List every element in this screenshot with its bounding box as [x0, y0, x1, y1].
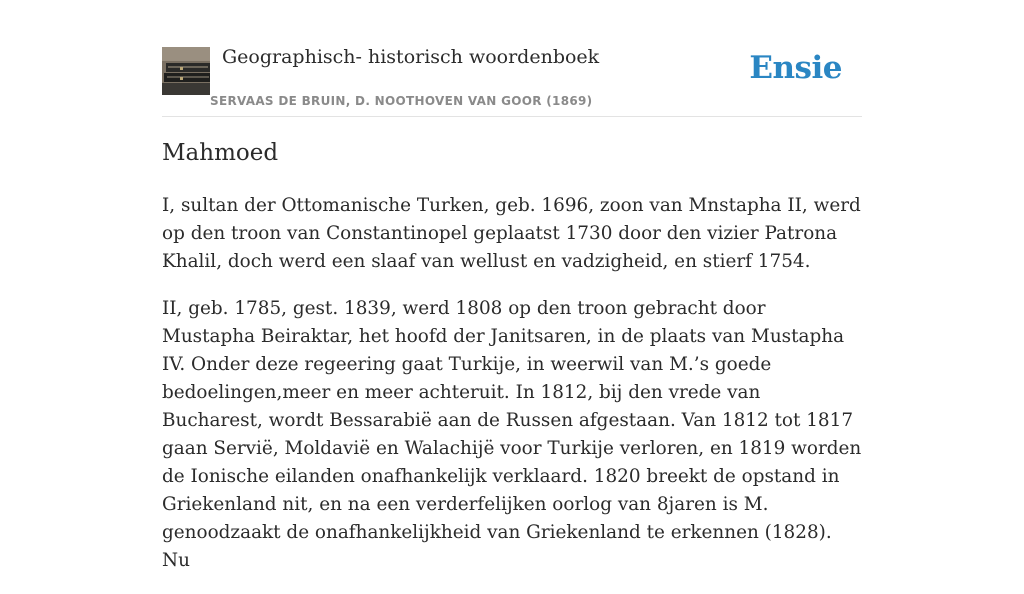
book-title[interactable]: Geographisch- historisch woordenboek: [222, 46, 600, 68]
book-cover-icon[interactable]: [162, 47, 210, 95]
book-header: [162, 40, 862, 117]
entry-title: Mahmoed: [162, 140, 279, 166]
entry-paragraph: I, sultan der Ottomanische Turken, geb. 1696, zoon van Mnstapha II, werd op den troon van Constantinopel geplaatst 1730 door den vizier Patrona Khalil, doch werd een slaaf van wellust en vadzigheid, en stierf 1754.: [162, 195, 861, 272]
ensie-logo-link[interactable]: Ensie: [749, 50, 842, 86]
entry-paragraph: II, geb. 1785, gest. 1839, werd 1808 op den troon gebracht door Mustapha Beiraktar, het hoofd der Janitsaren, in de plaats van Mustapha IV. Onder deze regeering gaat Turkije, in weerwil van M.’s goede bedoelingen,meer en meer achteruit. In 1812, bij den vrede van Bucharest, wordt Bessarabië aan de Russen afgestaan. Van 1812 tot 1817 gaan Servië, Moldavië en Walachijë voor Turkije verloren, en 1819 worden de Ionische eilanden onafhankelijk verklaard. 1820 breekt de opstand in Griekenland nit, en na een verderfelijken oorlog van 8jaren is M. genoodzaakt de onafhankelijkheid van Griekenland te erkennen (1828). Nu: [162, 298, 862, 571]
entry-body: [162, 192, 862, 594]
book-author: SERVAAS DE BRUIN, D. NOOTHOVEN VAN GOOR (1869): [210, 94, 593, 108]
